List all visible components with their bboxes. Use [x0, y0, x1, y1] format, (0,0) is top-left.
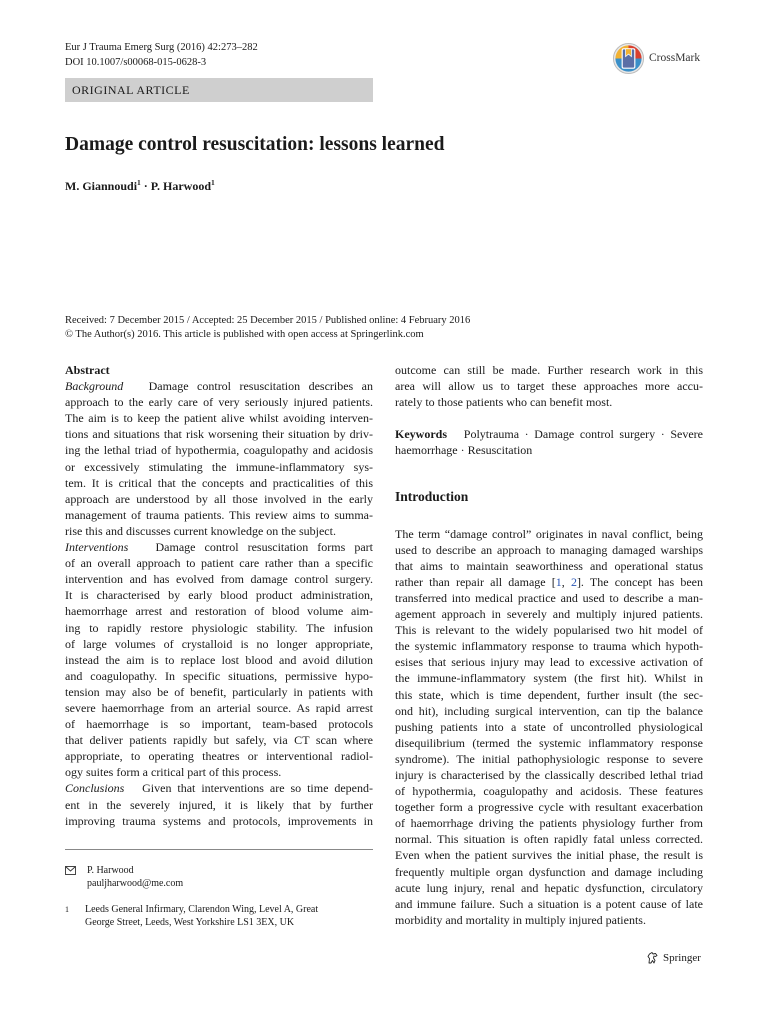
abstract-heading: Abstract	[65, 363, 110, 377]
body-line: syndrome). The initial pathophysiologic response to severe	[395, 751, 703, 766]
abstract-line: ogy suites form a critical part of this process.	[65, 765, 282, 780]
abstract-line: approach to the early care of very seriously injured patients.	[65, 395, 373, 410]
crossmark-label: CrossMark	[649, 52, 701, 64]
abstract-line: rately to those patients who can benefit most.	[395, 395, 613, 410]
affiliation-line: Leeds General Infirmary, Clarendon Wing, Level A, Great	[85, 904, 319, 915]
abstract-line: severe haemorrhage from an arterial source. As rapid arrest	[65, 700, 373, 715]
abstract-line: of haemorrhage is so important, team-based protocols	[65, 717, 373, 732]
citation-link[interactable]: 1	[555, 574, 562, 589]
keywords-heading: Keywords	[395, 427, 447, 442]
body-line: and immune failure. Such a situation is a potent cause of late	[395, 896, 703, 911]
abstract-line: tension may also be of benefit, particularly in patients with	[65, 684, 373, 699]
envelope-icon	[65, 866, 76, 875]
publisher-logo	[646, 951, 701, 964]
body-line: normal. This situation is often rapidly fatal unless corrected.	[395, 832, 703, 847]
doi-line[interactable]: DOI 10.1007/s00068-015-0628-3	[65, 57, 207, 68]
abstract-line: intervention and has evolved from damage control surgery.	[65, 572, 373, 587]
body-line: esises that serious injury may lead to excessive activation of	[395, 655, 703, 670]
body-line: that aims to maintain seaworthiness and operational status	[395, 558, 703, 573]
abstract-line: approach are understood by all those involved in the early	[65, 491, 373, 506]
introduction-heading: Introduction	[395, 489, 469, 505]
publisher-name: Springer	[663, 951, 701, 964]
article-title: Damage control resuscitation: lessons learned	[65, 134, 445, 155]
abstract-line: appropriate, to operating theatres or interventional radiol-	[65, 749, 373, 764]
body-line: injury is characterised by the classically described lethal triad	[395, 767, 703, 782]
copyright-notice: © The Author(s) 2016. This article is published with open access at Springerlink.com	[65, 329, 424, 340]
keywords-line: Keywords Polytrauma · Damage control surgery · Severe	[395, 427, 703, 442]
abstract-line: outcome can still be made. Further research work in this	[395, 363, 703, 377]
body-line: disequilibrium (termed the systemic inflammatory response	[395, 735, 703, 750]
keywords-line: haemorrhage · Resuscitation	[395, 443, 533, 458]
author-1-affiliation: 1	[137, 178, 141, 187]
background-label: Background	[65, 379, 124, 394]
body-line: of haemorrhage driving the patients physiology further from	[395, 816, 703, 831]
crossmark-badge[interactable]	[612, 40, 702, 76]
article-type-banner: ORIGINAL ARTICLE	[65, 78, 373, 102]
author-separator: ·	[140, 179, 151, 193]
right-column	[395, 362, 703, 928]
body-line: the systemic inflammatory response to trauma which hypoth-	[395, 639, 703, 654]
abstract-line: ent in the severely injured, it is likely that by further	[65, 797, 373, 812]
footnote-divider	[65, 849, 373, 850]
abstract-line: It is characterised by early blood product administration,	[65, 588, 373, 603]
publication-history	[65, 314, 705, 342]
body-line: this state, which is time dependent, further insult (the sec-	[395, 687, 703, 702]
contact-email[interactable]: pauljharwood@me.com	[87, 878, 184, 889]
journal-citation	[65, 40, 258, 70]
abstract-line: area will allow us to target these approaches more accu-	[395, 379, 703, 394]
abstract-background-line: Background Damage control resuscitation describes an	[65, 379, 374, 394]
abstract-line: of large volumes of crystalloid is no longer appropriate,	[65, 636, 373, 651]
abstract-line: or excessively stimulating the immune-inflammatory sys-	[65, 459, 373, 474]
abstract-line: rise this and discusses current knowledge on the subject.	[65, 523, 336, 538]
abstract-line: tions and situations that risk worsening their situation by driv-	[65, 427, 373, 442]
abstract-line: improving trauma systems and protocols, improvements in	[65, 813, 373, 828]
body-line: morbidity and mortality in multiply injured patients.	[395, 912, 646, 927]
body-line-with-refs: rather than repair all damage [1, 2]. The concept has been	[395, 574, 704, 589]
abstract-line: of an overall approach to patient care rather than a specific	[65, 556, 373, 571]
abstract-interventions-line: Interventions Damage control resuscitation forms part	[65, 540, 373, 555]
abstract-line: The aim is to keep the patient alive whilst avoiding interven-	[65, 411, 373, 426]
body-line: together form a progressive cycle with resultant exacerbation	[395, 800, 703, 815]
body-line: the immune-inflammatory system (the first hit). Whilst in	[395, 671, 703, 686]
interventions-label: Interventions	[65, 540, 129, 555]
body-line: The term “damage control” originates in naval conflict, being	[395, 526, 703, 541]
history-dates: Received: 7 December 2015 / Accepted: 25 December 2015 / Published online: 4 February 2016	[65, 315, 471, 326]
abstract-line: that deliver patients rapidly but safely, via CT scan where	[65, 733, 373, 748]
conclusions-label: Conclusions	[65, 781, 125, 796]
abstract-line: haemorrhage arrest and restoration of blood volume aim-	[65, 604, 373, 619]
journal-line: Eur J Trauma Emerg Surg (2016) 42:273–282	[65, 42, 258, 53]
crossmark-icon	[612, 42, 645, 75]
affiliation-line: George Street, Leeds, West Yorkshire LS1 3EX, UK	[85, 917, 295, 928]
corresponding-author	[65, 864, 373, 890]
body-line: transferred into medical practice and used to describe a man-	[395, 590, 703, 605]
abstract-line: ing to rapidly restore physiologic stability. The infusion	[65, 620, 373, 635]
abstract	[65, 362, 373, 829]
body-line: used to describe an approach to managing damaged warships	[395, 542, 703, 557]
body-line: pushing patients into a state of uncontrolled physiological	[395, 719, 703, 734]
abstract-line: instead the aim is to replace lost blood and avoid dilution	[65, 652, 373, 667]
abstract-line: ing the lethal triad of hypothermia, coagulopathy and acidosis	[65, 443, 373, 458]
abstract-line: management of trauma patients. This review aims to summa-	[65, 507, 373, 522]
springer-horse-icon	[646, 951, 659, 964]
citation-link[interactable]: 2	[570, 574, 577, 589]
affiliation-number: 1	[65, 905, 69, 914]
contact-name: P. Harwood	[87, 865, 134, 876]
body-line: frequently multiple organ dysfunction and damage including	[395, 864, 703, 879]
body-line: of hypothermia, coagulopathy and acidosis. These features	[395, 784, 703, 799]
body-line: This is relevant to the widely popularised two hit model of	[395, 623, 703, 638]
author-2-affiliation: 1	[211, 178, 215, 187]
author-2[interactable]: P. Harwood	[150, 179, 212, 193]
affiliation	[65, 903, 373, 929]
body-line: Even when the patient survives the initial phase, the result is	[395, 848, 703, 863]
body-line: acute lung injury, renal and hepatic dysfunction, circulatory	[395, 880, 703, 895]
abstract-line: and coagulopathy. In specific situations, permissive hypo-	[65, 668, 373, 683]
abstract-line: tem. It is critical that the concepts and practicalities of this	[65, 475, 373, 490]
body-line: ond hit), including surgical intervention, can tip the balance	[395, 703, 703, 718]
author-list	[65, 178, 215, 194]
abstract-conclusions-line: Conclusions Given that interventions are so time depend-	[65, 781, 373, 796]
author-1[interactable]: M. Giannoudi	[65, 179, 138, 193]
body-line: agement approach in severely and multiply injured patients.	[395, 607, 703, 622]
